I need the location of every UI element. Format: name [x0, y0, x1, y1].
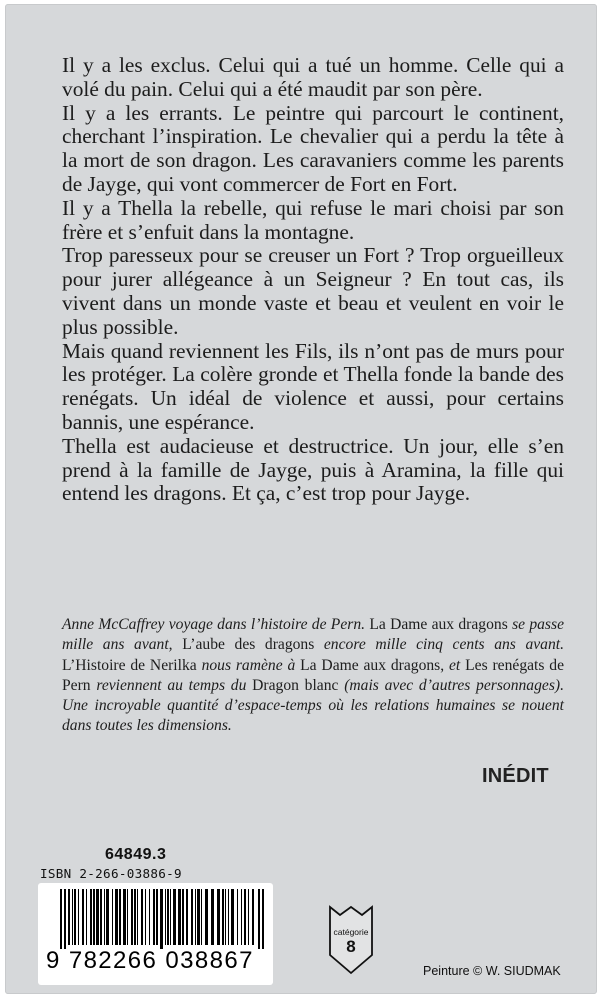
product-code: 64849.3	[105, 846, 167, 863]
blurb-paragraph: Il y a Thella la rebelle, qui refuse le mari choisi par son frère et s’enfuit dans la montagne.	[62, 195, 564, 244]
note-title: L’aube des dragons	[182, 636, 315, 654]
note-italic: encore mille cinq cents ans avant.	[323, 636, 564, 654]
category-number: 8	[346, 937, 356, 956]
barcode	[38, 883, 273, 985]
category-label: catégorie	[333, 927, 369, 937]
note-italic: (mais avec d’autres personnages). Une incroyable quantité d’espace-temps où les relations humaines se nouent dans toutes les dimensions.	[62, 676, 564, 735]
barcode-bars	[38, 883, 273, 953]
blurb-paragraph: Il y a les errants. Le peintre qui parcourt le continent, cherchant l’inspiration. Le chevalier qui a perdu la tête à la mort de son dragon. Les caravaniers comme les parents de Jayge, qui vont commercer de Fort en Fort.	[62, 100, 564, 196]
blurb-text	[62, 54, 564, 506]
note-italic: Anne McCaffrey voyage dans l’histoire de Pern.	[62, 616, 366, 633]
series-note	[62, 615, 564, 737]
note-italic: nous ramène à	[201, 656, 296, 674]
note-title: Dragon blanc	[252, 676, 339, 694]
note-title: La Dame aux dragons,	[300, 656, 445, 674]
barcode-digits: 9 782266 038867	[46, 947, 254, 974]
note-italic: et	[449, 656, 461, 674]
blurb-paragraph: Il y a les exclus. Celui qui a tué un homme. Celle qui a volé du pain. Celui qui a été maudit par son père.	[62, 53, 564, 101]
blurb-paragraph: Thella est audacieuse et destructrice. Un jour, elle s’en prend à la famille de Jayge, puis à Aramina, la fille qui entend les dragons. Et ça, c’est trop pour Jayge.	[62, 433, 564, 506]
note-title: L’Histoire de Nerilka	[62, 656, 197, 674]
back-cover	[5, 4, 597, 994]
blurb-paragraph: Trop paresseux pour se creuser un Fort ? Trop orgueilleux pour jurer allégeance à un Seigneur ? En tout cas, ils vivent dans un monde vaste et beau et veulent en voir le plus possible.	[62, 243, 564, 339]
note-italic: reviennent au temps du	[96, 676, 247, 694]
note-title: La Dame aux dragons	[369, 616, 508, 633]
note-title: Les renégats de Pern	[62, 656, 565, 694]
inedit-label: INÉDIT	[482, 765, 549, 787]
illustration-credit: Peinture © W. SIUDMAK	[423, 964, 561, 978]
note-italic: se passe mille ans avant,	[62, 616, 564, 654]
category-badge	[328, 905, 374, 975]
isbn-text: ISBN 2-266-03886-9	[40, 866, 182, 881]
blurb-paragraph: Mais quand reviennent les Fils, ils n’ont pas de murs pour les protéger. La colère gronde et Thella fonde la bande des renégats. Un idéal de violence et aussi, pour certains bannis, une espérance.	[62, 338, 564, 434]
